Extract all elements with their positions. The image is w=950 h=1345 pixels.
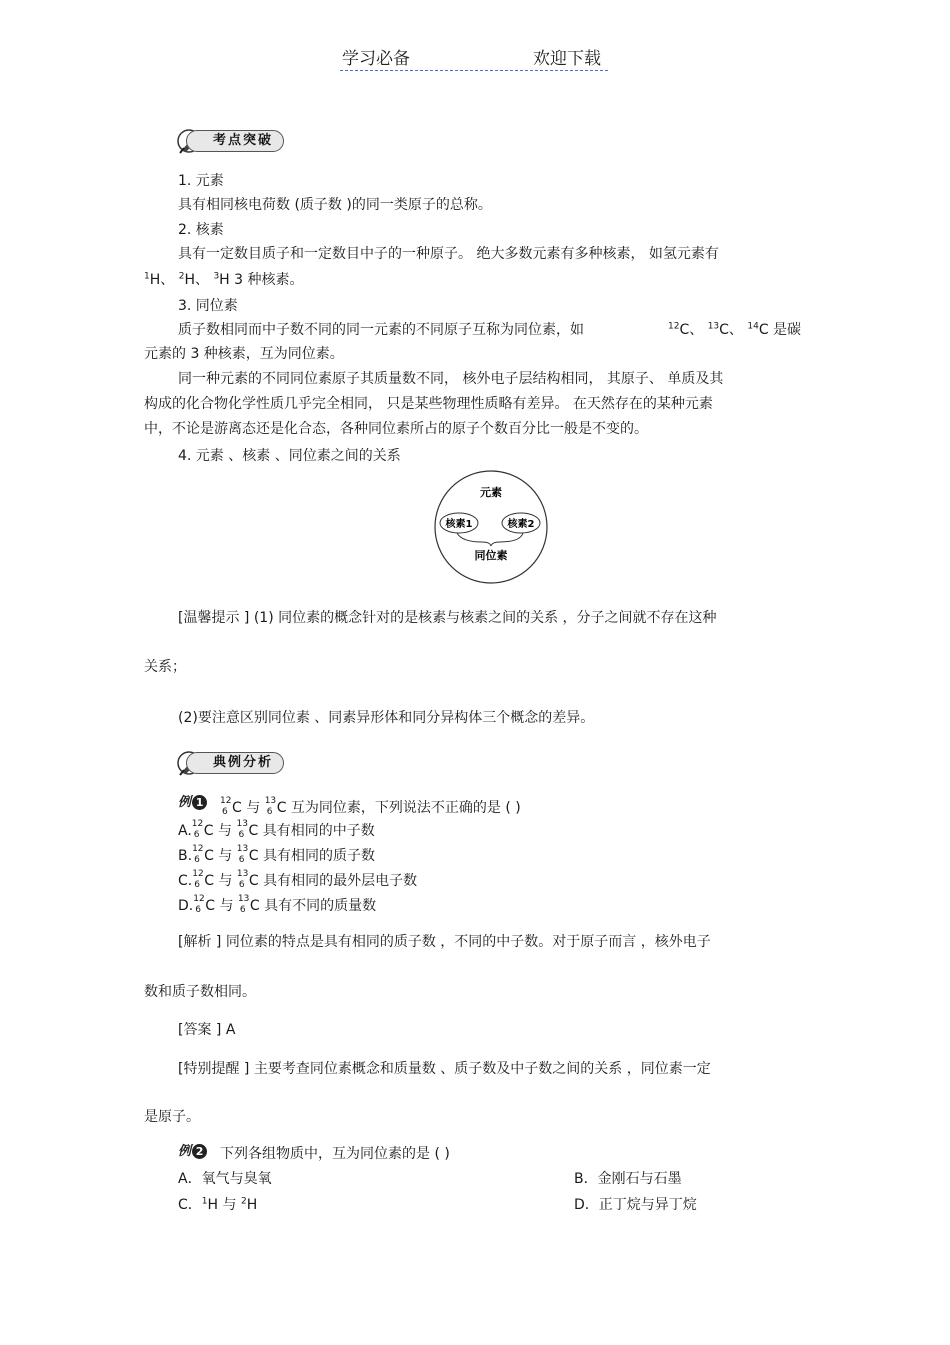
isotope-line-1a: 质子数相同而中子数不同的同一元素的不同原子互称为同位素，如 [178, 322, 584, 338]
example-2-label: 例 2 [178, 1140, 207, 1159]
header-left: 学习必备 [342, 49, 410, 69]
item-heading-1: 1. 元素 [178, 173, 224, 189]
section-badge-dianli [176, 750, 306, 774]
isotope-para-line-2: 构成的化合物化学性质几乎完全相同， 只是某些物理性质略有差异。 在天然存在的某种元素 [144, 396, 713, 412]
item-body-1: 具有相同核电荷数 (质子数 )的同一类原子的总称。 [178, 197, 492, 213]
example-2-option-b: B．金刚石与石墨 [574, 1171, 682, 1187]
example-1-option-c: C. 12 6 C 与 13 6 C 具有相同的最外层电子数 [178, 869, 418, 890]
answer-line: [答案 ] A [178, 1022, 236, 1038]
remark-line-1: [特别提醒 ] 主要考查同位素概念和质量数 、质子数及中子数之间的关系 ，同位素一定 [178, 1061, 711, 1077]
header-right: 欢迎下载 [533, 49, 601, 69]
example-1-label: 例 1 [178, 791, 207, 810]
analysis-line-1: [解析 ] 同位素的特点是具有相同的质子数 ，不同的中子数。对于原子而言 ，核外电子 [178, 934, 711, 950]
section-badge-kaodian [176, 128, 306, 152]
isotope-para-line-3: 中，不论是游离态还是化合态，各种同位素所占的原子个数百分比一般是不变的。 [144, 421, 648, 437]
diagram-right-label: 核素2 [507, 519, 535, 530]
tip-line-3: (2)要注意区别同位素 、同素异形体和同分异构体三个概念的差异。 [178, 710, 595, 726]
isotope-heading: 3. 同位素 [178, 298, 238, 314]
isotope-line-2: 元素的 3 种核素，互为同位素。 [144, 346, 344, 362]
badge-label: 考点突破 [186, 130, 284, 152]
example-1-option-a: A. 12 6 C 与 13 6 C 具有相同的中子数 [178, 819, 375, 840]
example-2-stem: 下列各组物质中，互为同位素的是 ( ) [220, 1146, 450, 1162]
isotope-para-line-1: 同一种元素的不同同位素原子其质量数不同， 核外电子层结构相同， 其原子、 单质及其 [178, 371, 724, 387]
nuclide-line-2: $^1$H、 $^2$H、 $^3$H 3 种核素。 [144, 271, 304, 288]
diagram-outer-label: 元素 [480, 486, 502, 499]
tip-line-2: 关系； [144, 659, 186, 675]
analysis-line-2: 数和质子数相同。 [144, 984, 256, 1000]
diagram-left-label: 核素1 [445, 519, 473, 530]
relation-diagram [432, 470, 550, 588]
relation-heading: 4. 元素 、核素 、同位素之间的关系 [178, 448, 401, 464]
remark-line-2: 是原子。 [144, 1109, 200, 1125]
nuclide-line-1: 具有一定数目质子和一定数目中子的一种原子。 绝大多数元素有多种核素， 如氢元素有 [178, 246, 719, 262]
item-heading-2: 2. 核素 [178, 222, 224, 238]
example-2-option-c: C．$^1$H 与 $^2$H [178, 1196, 258, 1213]
example-2-option-d: D．正丁烷与异丁烷 [574, 1197, 697, 1213]
tip-line-1: [温馨提示 ] (1) 同位素的概念针对的是核素与核素之间的关系 ，分子之间就不存在这种 [178, 610, 717, 626]
badge-label: 典例分析 [186, 752, 284, 774]
example-1-stem: 12 6 C 与 13 6 C 互为同位素，下列说法不正确的是 ( ) [220, 796, 521, 817]
diagram-bottom-label: 同位素 [474, 549, 508, 562]
example-1-option-d: D. 12 6 C 与 13 6 C 具有不同的质量数 [178, 894, 377, 915]
isotope-line-1b: $^{12}$C、 $^{13}$C、 $^{14}$C 是碳 [668, 321, 802, 338]
example-2-option-a: A．氧气与臭氧 [178, 1171, 272, 1187]
example-1-option-b: B. 12 6 C 与 13 6 C 具有相同的质子数 [178, 844, 375, 865]
header-divider [340, 70, 608, 71]
